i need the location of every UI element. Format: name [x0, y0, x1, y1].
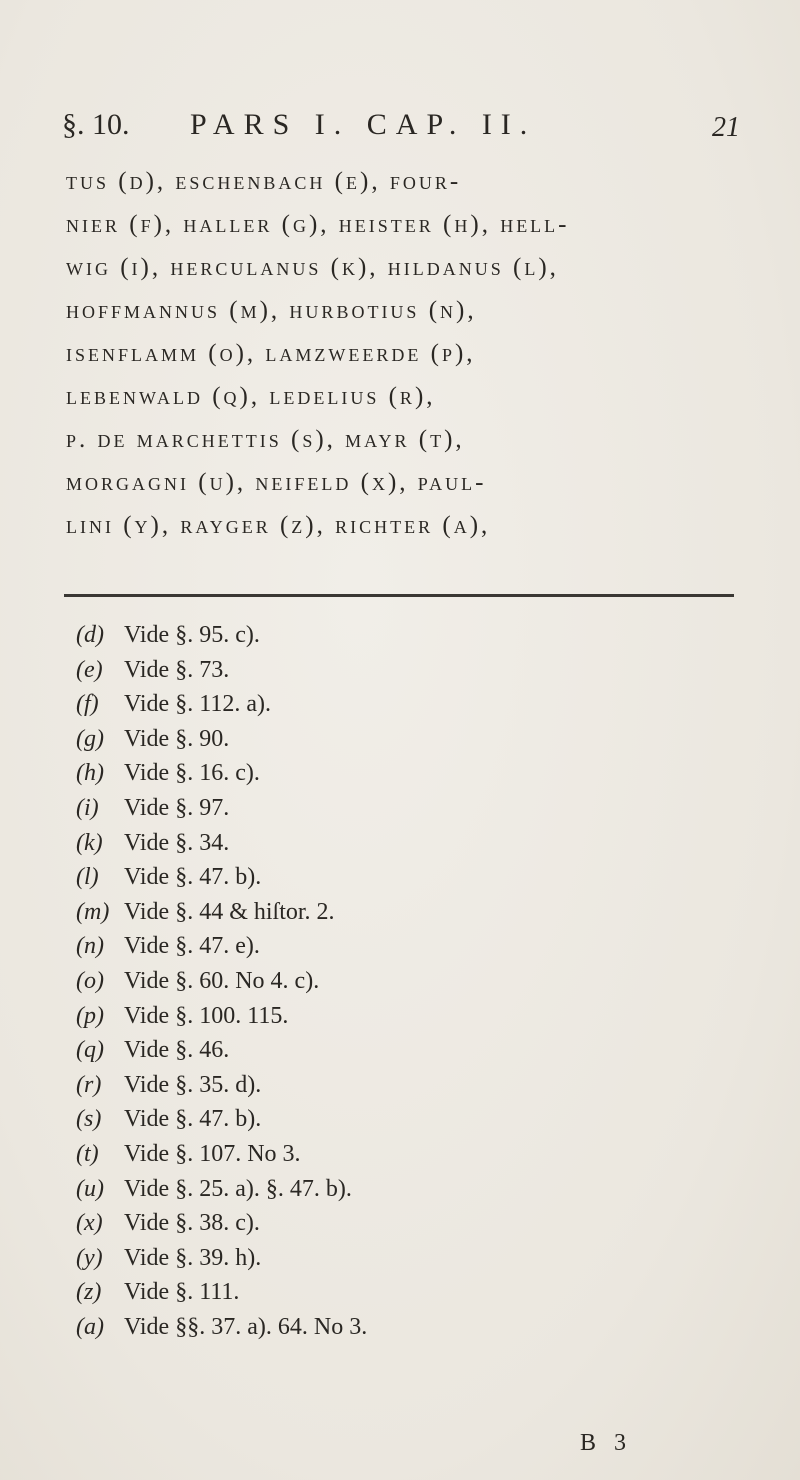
footnote-label: (t): [76, 1140, 99, 1167]
footnote: [76, 756, 716, 791]
footnote-label: (z): [76, 1279, 102, 1306]
signature-mark: B 3: [580, 1430, 633, 1456]
footnote-label: (l): [76, 864, 99, 891]
footnote-text: Vide §. 111.: [124, 1279, 240, 1306]
text-line: hoffmannus (m), hurbotius (n),: [66, 297, 477, 324]
footnote-text: Vide §. 73.: [124, 656, 230, 683]
footnote-label: (m): [76, 898, 110, 925]
footnote-text: Vide §. 47. b).: [124, 1106, 262, 1133]
text-line: p. de marchettis (s), mayr (t),: [66, 426, 465, 453]
footnote-text: Vide §§. 37. a). 64. No 3.: [124, 1313, 368, 1340]
footnotes-list: [76, 618, 716, 1344]
footnote: [76, 1172, 716, 1207]
footnote: [76, 999, 716, 1034]
footnote-text: Vide §. 35. d).: [124, 1071, 262, 1098]
footnote-label: (o): [76, 967, 104, 994]
running-header: [0, 108, 800, 148]
text-line: lebenwald (q), ledelius (r),: [66, 383, 436, 410]
footnote: [76, 1068, 716, 1103]
running-title: PARS I. CAP. II.: [190, 108, 537, 141]
footnote-label: (i): [76, 794, 99, 821]
text-line: lini (y), rayger (z), richter (a),: [66, 512, 491, 539]
footnote-label: (d): [76, 622, 104, 648]
footnote: [76, 618, 716, 653]
footnote: [76, 826, 716, 861]
footnote: [76, 1275, 716, 1310]
footnote-text: Vide §. 90.: [124, 725, 230, 752]
footnote: [76, 1310, 716, 1345]
footnote-text: Vide §. 44 & hiſtor. 2.: [124, 898, 335, 925]
footnote-label: (a): [76, 1313, 104, 1340]
footnote: [76, 687, 716, 722]
footnote: [76, 1102, 716, 1137]
footnote: [76, 860, 716, 895]
footnote: [76, 1137, 716, 1172]
footnote-text: Vide §. 39. h).: [124, 1244, 262, 1271]
footnote: [76, 653, 716, 688]
text-line: wig (i), herculanus (k), hildanus (l),: [66, 254, 559, 281]
footnote-label: (f): [76, 691, 99, 718]
footnote-text: Vide §. 47. e).: [124, 933, 260, 960]
footnote-label: (r): [76, 1071, 102, 1098]
text-line: isenflamm (o), lamzweerde (p),: [66, 340, 476, 367]
page-number: 21: [712, 112, 740, 143]
footnote-text: Vide §. 46.: [124, 1037, 230, 1064]
footnote-label: (q): [76, 1037, 104, 1064]
footnote: [76, 791, 716, 826]
footnote-text: Vide §. 38. c).: [124, 1210, 260, 1237]
footnote-label: (p): [76, 1002, 104, 1029]
footnote-label: (y): [76, 1244, 103, 1271]
text-line: nier (f), haller (g), heister (h), hell-: [66, 211, 570, 238]
footnote: [76, 929, 716, 964]
section-number: §. 10.: [62, 108, 130, 141]
footnote-text: Vide §. 16. c).: [124, 760, 260, 787]
footnote: [76, 1033, 716, 1068]
footnote-text: Vide §. 100. 115.: [124, 1002, 289, 1029]
footnote-label: (s): [76, 1106, 102, 1133]
footnote-label: (k): [76, 829, 103, 856]
footnote: [76, 722, 716, 757]
footnote: [76, 1241, 716, 1276]
footnote: [76, 964, 716, 999]
footnote-text: Vide §. 107. No 3.: [124, 1140, 301, 1167]
footnote-text: Vide §. 47. b).: [124, 864, 262, 891]
footnote-text: Vide §. 97.: [124, 794, 230, 821]
footnote-text: Vide §. 25. a). §. 47. b).: [124, 1175, 352, 1202]
footnote-label: (x): [76, 1210, 103, 1237]
footnote: [76, 1206, 716, 1241]
main-text: [66, 160, 726, 547]
text-line: tus (d), eschenbach (e), four-: [66, 168, 462, 195]
footnote-text: Vide §. 112. a).: [124, 691, 271, 718]
footnote-label: (n): [76, 933, 104, 960]
footnote-text: Vide §. 60. No 4. c).: [124, 967, 320, 994]
footnote-label: (g): [76, 725, 104, 752]
footnote-text: Vide §. 34.: [124, 829, 230, 856]
footnote-text: Vide §. 95. c).: [124, 622, 260, 648]
text-line: morgagni (u), neifeld (x), paul-: [66, 469, 487, 496]
footnote-label: (u): [76, 1175, 104, 1202]
footnote-label: (e): [76, 656, 103, 683]
footnote-divider: [64, 594, 734, 597]
footnote: [76, 895, 716, 930]
footnote-label: (h): [76, 760, 104, 787]
